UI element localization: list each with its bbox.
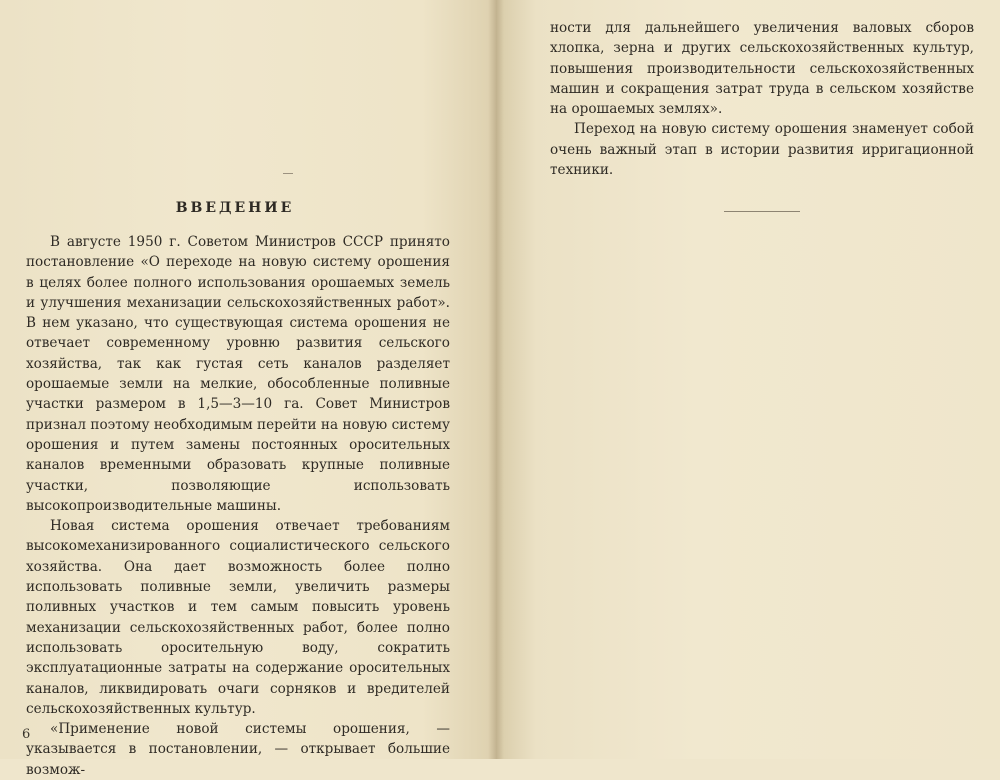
book-gutter: [488, 0, 504, 759]
right-page-text: [550, 18, 974, 180]
paragraph-2: Новая система орошения отвечает требованиям высокомеханизированного социалистического сельского хозяйства. Она дает возможность более полно использовать поливные земли, увеличить размеры поливных участков и тем самым повысить уровень механизации сельскохозяйственных работ, более полно использовать оросительную воду, сократить эксплуатационные затраты на содержание оросительных каналов, ликвидировать очаги сорняков и вредителей сельскохозяйственных культур.: [26, 518, 450, 717]
decorative-dash: [283, 173, 293, 174]
end-rule-divider: [724, 211, 800, 212]
paragraph-4: Переход на новую систему орошения знаменует собой очень важный этап в истории развития ирригационной техники.: [550, 121, 974, 179]
paragraph-1: В августе 1950 г. Советом Министров СССР принято постановление «О переходе на новую систему орошения в целях более полного использования орошаемых земель и улучшения механизации сельскохозяйственных работ». В нем указано, что существующая система орошения не отвечает современному уровню развития сельского хозяйства, так как густая сеть каналов разделяет орошаемые земли на мелкие, обособленные поливные участки размером в 1,5—3—10 га. Совет Министров признал поэтому необходимым перейти на новую систему орошения и путем замены постоянных оросительных каналов временными образовать крупные поливные участки, позволяющие использовать высокопроизводительные машины.: [26, 234, 450, 514]
paragraph-3: «Применение новой системы орошения, — указывается в постановлении, — открывает большие возмож-: [26, 721, 450, 778]
left-page-text: [26, 232, 450, 780]
paragraph-continuation: ности для дальнейшего увеличения валовых сборов хлопка, зерна и других сельскохозяйственных культур, повышения производительности сельскохозяйственных машин и сокращения затрат труда в сельском хозяйстве на орошаемых землях».: [550, 20, 974, 118]
section-heading: ВВЕДЕНИЕ: [175, 200, 295, 216]
page-number: 6: [22, 727, 31, 742]
left-page: [0, 0, 496, 778]
